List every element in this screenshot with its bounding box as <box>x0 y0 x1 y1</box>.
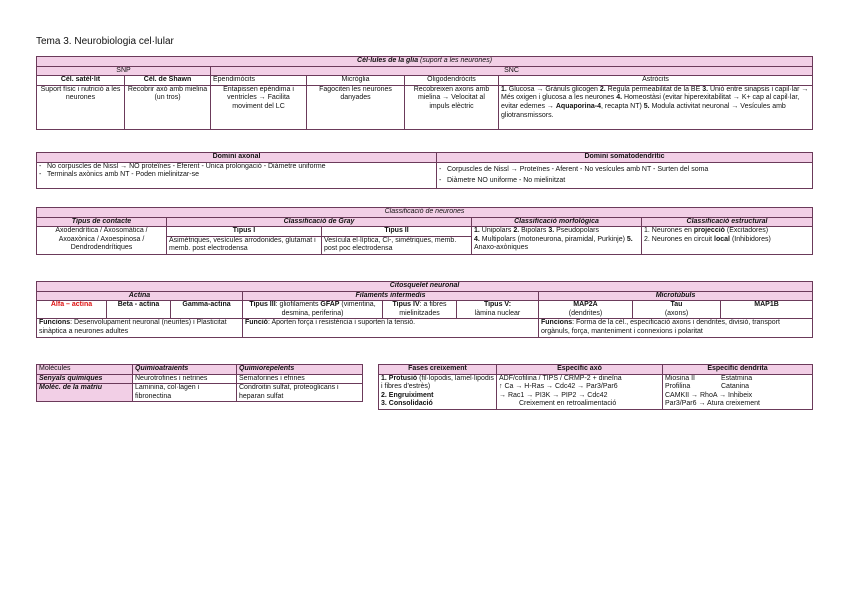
cell-funcions-actina: Funcions: Desenvolupament neuronal (neurites) i Plasticitat sinàptica a neurones adultes <box>37 319 243 338</box>
head-oligo: Oligodendròcits <box>405 76 499 86</box>
cell-axo: ADF/cofilina / TIPS / CRMP-2 + dineïna ↑ Ca → H-Ras → Cdc42 → Par3/Par6 → Rac1 → PI3K → PIP2 → Cdc42 Creixement en retroalimentació <box>497 374 663 409</box>
head-estructural: Classificació estructural <box>642 217 813 227</box>
head-microglia: Micròglia <box>307 76 405 86</box>
cell-atr: Neurotrofines i netrines <box>133 374 237 384</box>
cell-satelit: Suport físic i nutrició a les neurones <box>37 85 125 129</box>
head-quimioatraients: Quimioatraients <box>133 365 237 375</box>
citoesquelet-title: Citosquelet neuronal <box>37 282 813 292</box>
cell-map2a: MAP2A (dendrites) <box>539 301 633 319</box>
list-item: - Diàmetre NO uniforme - No mielinitzat <box>439 177 810 186</box>
cell-map1b: MAP1B <box>721 301 813 319</box>
head-shawn: Cèl. de Shawn <box>125 76 211 86</box>
cell-tipus2: Vesícula el·líptica, Cl-, simètriques, memb. post poc electrodensa <box>322 236 472 254</box>
cell-shawn: Recobrir axó amb mielina (un tros) <box>125 85 211 129</box>
row-label: Molèc. de la matriu <box>37 384 133 402</box>
list-item: - Terminals axònics amb NT - Poden mielinitzar-se <box>39 171 434 180</box>
classificacio-table <box>36 207 813 255</box>
cell-tipus4: Tipus IV: a fibres mielinitzades <box>383 301 457 319</box>
head-molecules: Molècules <box>37 365 133 375</box>
head-actina: Actina <box>37 291 243 301</box>
head-astro: Astròcits <box>499 76 813 86</box>
head-quimiorepelents: Quimiorepelents <box>237 365 363 375</box>
head-filaments: Filaments intermedis <box>243 291 539 301</box>
head-tipus2: Tipus II <box>322 227 472 237</box>
row-label: Senyals químiques <box>37 374 133 384</box>
classificacio-title: Classificació de neurones <box>37 208 813 218</box>
head-fases: Fases creixement <box>379 365 497 375</box>
cell-fases: 1. Protusió (fil·lopodis, lamel·lipodis i fibres d'estrès) 2. Engruiximent 3. Consolidació <box>379 374 497 409</box>
list-item: - Corpuscles de Nissl → Proteïnes - Aferent - No vesícules amb NT - Surten del soma <box>439 166 810 175</box>
cell-rep: Condroitin sulfat, proteoglicans i heparan sulfat <box>237 384 363 402</box>
cell-funcio-filaments: Funció: Aporten força i resistència i suporten la tensió. <box>243 319 539 338</box>
list-item: - No corpuscles de Nissl → NO proteïnes - Eferent - Única prolongació - Diàmetre uniforme <box>39 163 434 172</box>
cell-beta-actina: Beta - actina <box>107 301 171 319</box>
molecules-table <box>36 364 363 402</box>
cell-astro: 1. Glucosa → Grànuls glicogen 2. Regula permeabilitat de la BE 3. Unió entre sinapsis i capil·lar → Més oxigen i glucosa a les neurones 4. Homeostàsi (evitar hiperexitabilitat → K+ cap al capil·lar, evitar edemes → Aquaporina-4, recapta NT) 5. Modula activitat neuronal → Vesícules amb gliotransmissors. <box>499 85 813 129</box>
cell-tau: Tau (axons) <box>633 301 721 319</box>
cell-alfa-actina: Alfa – actina <box>37 301 107 319</box>
cell-morfologica: 1. Unipolars 2. Bipolars 3. Pseudopolars 4. Multipolars (motoneurona, piramidal, Purkinje) 5. Anaxo-axòniques <box>472 227 642 255</box>
cell-contacte: Axodendrítica / Axosomàtica / Axoaxònica / Axoespinosa / Dendrodendrítiques <box>37 227 167 255</box>
page-title: Tema 3. Neurobiologia cel·lular <box>36 36 174 47</box>
cell-atr: Laminina, col·lagen i fibronectina <box>133 384 237 402</box>
glia-table <box>36 56 813 130</box>
cell-dendrita: Miosina II Estatmina Profilina Catanina CAMKII → RhoA → Inhibeix Par3/Par6 → Atura creixement <box>663 374 813 409</box>
domini-axonal-header: Domini axonal <box>37 153 437 163</box>
cell-ependimocits: Entapissen epèndima i ventricles → Facilita moviment del LC <box>211 85 307 129</box>
head-tipus1: Tipus I <box>167 227 322 237</box>
head-gray: Classificació de Gray <box>167 217 472 227</box>
head-contacte: Tipus de contacte <box>37 217 167 227</box>
cell-oligo: Recobreixen axons amb mielina → Velocitat al impuls elèctric <box>405 85 499 129</box>
glia-title: Cèl·lules de la glia (suport a les neurones) <box>37 57 813 67</box>
cell-tipus3: Tipus III: gliofilaments GFAP (vimentina, desmina, periferina) <box>243 301 383 319</box>
domini-soma-cell <box>437 162 813 188</box>
citoesquelet-table <box>36 281 813 338</box>
cell-funcions-microtubuls: Funcions: Forma de la cèl., especificació axons i dendrites, divisió, transport orgànuls, força, manteniment i connexions i polaritat <box>539 319 813 338</box>
head-morfologica: Classificació morfològica <box>472 217 642 227</box>
domini-axonal-cell <box>37 162 437 188</box>
head-ependimocits: Ependimòcits <box>211 76 307 86</box>
cell-microglia: Fagociten les neurones danyades <box>307 85 405 129</box>
domini-soma-header: Domini somatodendrític <box>437 153 813 163</box>
head-satelit: Cèl. satèl·lit <box>37 76 125 86</box>
cell-rep: Semaforines i efrines <box>237 374 363 384</box>
creixement-table <box>378 364 813 410</box>
head-dendrita: Específic dendrita <box>663 365 813 375</box>
domini-table <box>36 152 813 189</box>
cell-tipus1: Asimètriques, vesícules arrodonides, glutamat i memb. post electrodensa <box>167 236 322 254</box>
head-axo: Específic axó <box>497 365 663 375</box>
cell-estructural: 1. Neurones en projecció (Excitadores) 2. Neurones en circuit local (Inhibidores) <box>642 227 813 255</box>
snc-header: SNC <box>211 66 813 76</box>
head-microtubuls: Microtúbuls <box>539 291 813 301</box>
snp-header: SNP <box>37 66 211 76</box>
cell-gamma-actina: Gamma-actina <box>171 301 243 319</box>
cell-tipus5: Tipus V: làmina nuclear <box>457 301 539 319</box>
